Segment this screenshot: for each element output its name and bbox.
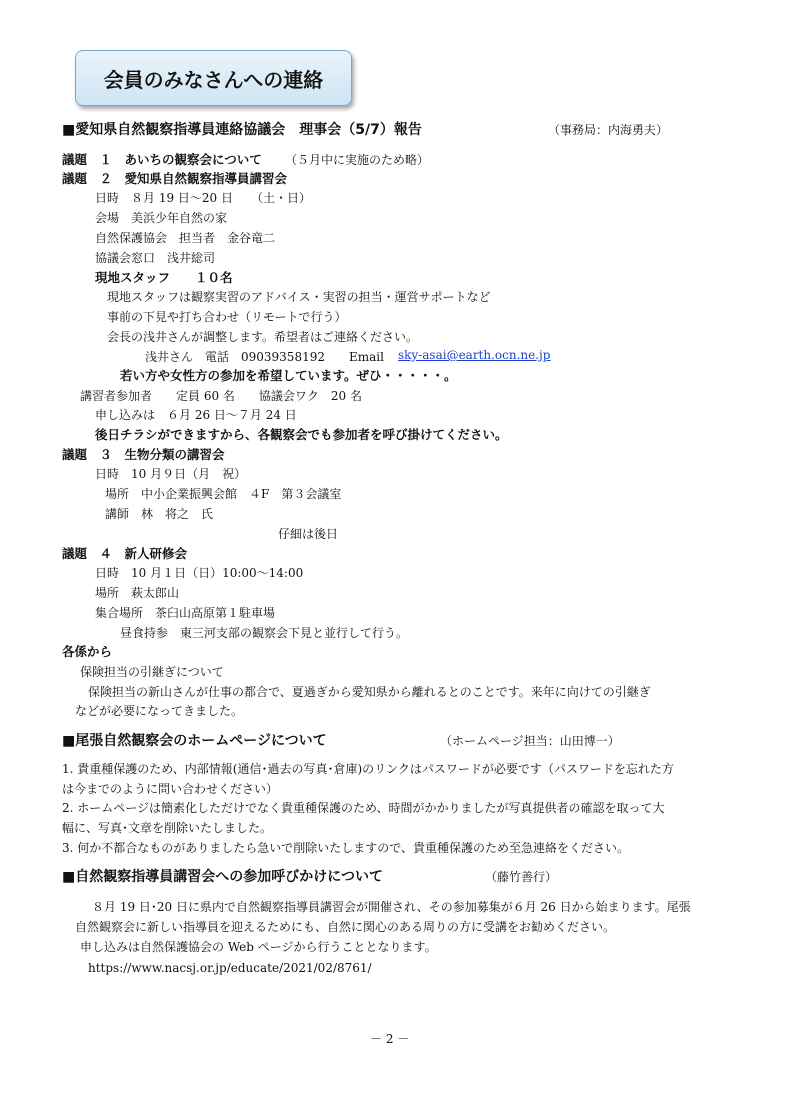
agenda-3-place: 場所 中小企業振興会館 ４F 第３会議室 <box>105 487 342 501</box>
agenda-2-date: 日時 ８月 19 日～20 日 （土・日） <box>95 191 311 205</box>
section-note-homepage: （ホームページ担当：山田博一） <box>440 734 620 748</box>
flyer-note: 後日チラシができますから、各観察会でも参加者を呼び掛けてください。 <box>95 427 508 442</box>
homepage-item-1-line-2: は今までのように問い合わせください） <box>62 782 279 796</box>
agenda-2-venue: 会場 美浜少年自然の家 <box>95 211 228 225</box>
training-line-1: ８月 19 日･20 日に県内で自然観察指導員講習会が開催され、その参加募集が６月 26 日から始まります。尾張 <box>92 900 691 914</box>
training-line-2: 自然観察会に新しい指導員を迎えるためにも、自然に関心のある周りの方に受講をお勧めください。 <box>75 920 616 934</box>
insurance-line-1: 保険担当の新山さんが仕事の都合で、夏過ぎから愛知県から離れるとのことです。来年に向けての引継ぎ <box>88 685 651 699</box>
young-participants-note: 若い方や女性方の参加を希望しています。ぜひ・・・・・。 <box>120 368 457 383</box>
page-number: － 2 － <box>370 1032 410 1046</box>
section-heading-council: ■愛知県自然観察指導員連絡協議会 理事会（5/7）報告 <box>62 122 422 138</box>
agenda-2-title: 議題 ２ 愛知県自然観察指導員講習会 <box>62 171 288 186</box>
agenda-4-meeting-point: 集合場所 茶臼山高原第１駐車場 <box>95 606 276 620</box>
page-title: 会員のみなさんへの連絡 <box>103 68 324 92</box>
agenda-1-note: （５月中に実施のため略） <box>285 153 430 167</box>
insurance-line-2: などが必要になってきました。 <box>75 704 244 718</box>
training-url[interactable]: https://www.nacsj.or.jp/educate/2021/02/8761/ <box>88 961 372 975</box>
local-staff-line-2: 事前の下見や打ち合わせ（リモートで行う） <box>107 310 347 324</box>
agenda-2-staff-org: 自然保護協会 担当者 金谷竜二 <box>95 231 276 245</box>
training-line-3: 申し込みは自然保護協会の Web ページから行うこととなります。 <box>80 940 437 954</box>
agenda-3-date: 日時 10 月９日（月 祝） <box>95 467 247 481</box>
agenda-1-title: 議題 １ あいちの観察会について <box>62 152 262 167</box>
agenda-3-lecturer: 講師 林 将之 氏 <box>105 507 214 521</box>
committee-heading: 各係から <box>62 644 113 659</box>
insurance-title: 保険担当の引継ぎについて <box>80 665 224 679</box>
agenda-2-council: 協議会窓口 浅井総司 <box>95 251 216 265</box>
page-title-box <box>75 50 352 106</box>
homepage-item-1-line-1: 1. 貴重種保護のため、内部情報(通信･過去の写真･倉庫)のリンクはパスワードが必要です（パスワードを忘れた方 <box>62 762 674 776</box>
homepage-item-2-line-2: 幅に、写真･文章を削除いたしました。 <box>62 821 273 835</box>
local-staff-line-3: 会長の浅井さんが調整します。希望者はご連絡ください。 <box>107 330 419 344</box>
homepage-item-2-line-1: 2. ホームページは簡素化しただけでなく貴重種保護のため、時間がかかりましたが写真提供者の確認を取って大 <box>62 801 665 815</box>
agenda-3-title: 議題 ３ 生物分類の講習会 <box>62 447 225 462</box>
agenda-4-date: 日時 10 月１日（日）10:00～14:00 <box>95 566 304 580</box>
contact-info: 浅井さん 電話 09039358192 Email <box>145 350 384 364</box>
agenda-4-title: 議題 ４ 新人研修会 <box>62 546 188 561</box>
section-note-council: （事務局：内海勇夫） <box>548 123 669 137</box>
application-period: 申し込みは ６月 26 日～７月 24 日 <box>95 408 297 422</box>
participants-capacity: 講習者参加者 定員 60 名 協議会ワク 20 名 <box>80 389 362 403</box>
section-heading-training: ■自然観察指導員講習会への参加呼びかけについて <box>62 869 383 885</box>
agenda-3-detail: 仔細は後日 <box>278 527 339 541</box>
agenda-4-lunch: 昼食持参 東三河支部の観察会下見と並行して行う。 <box>120 626 409 640</box>
section-heading-homepage: ■尾張自然観察会のホームページについて <box>62 733 327 749</box>
contact-email-link[interactable]: sky-asai@earth.ocn.ne.jp <box>398 348 551 362</box>
section-note-training: （藤竹善行） <box>485 870 558 884</box>
local-staff-line-1: 現地スタッフは観察実習のアドバイス・実習の担当・運営サポートなど <box>107 290 491 304</box>
agenda-4-place: 場所 萩太郎山 <box>95 586 180 600</box>
homepage-item-3: 3. 何か不都合なものがありましたら急いで削除いたしますので、貴重種保護のため至急連絡をください。 <box>62 841 630 855</box>
local-staff-title: 現地スタッフ １０名 <box>95 270 233 285</box>
